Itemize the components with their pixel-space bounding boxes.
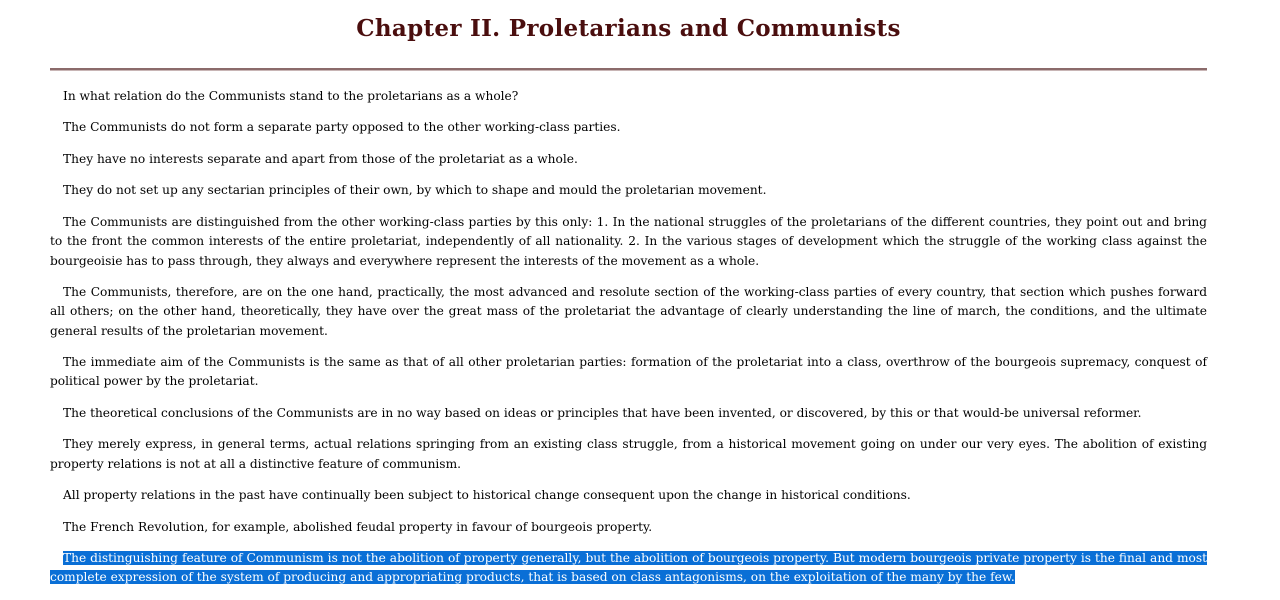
paragraph-selected[interactable] (50, 549, 1207, 588)
paragraph-text: They do not set up any sectarian principles of their own, by which to shape and mould the proletarian movement. (63, 183, 767, 198)
paragraph (50, 518, 1207, 537)
paragraph (50, 404, 1207, 423)
chapter-title: Chapter II. Proletarians and Communists (356, 15, 901, 42)
paragraph (50, 87, 1207, 106)
document-page (50, 0, 1207, 600)
paragraph (50, 150, 1207, 169)
paragraph (50, 486, 1207, 505)
paragraph (50, 435, 1207, 474)
paragraph (50, 118, 1207, 137)
paragraph-text: In what relation do the Communists stand to the proletarians as a whole? (63, 89, 519, 103)
paragraph-text: The immediate aim of the Communists is the same as that of all other proletarian parties: formation of the proletariat into a class, overthrow of the bourgeois supremacy, conquest of political power by the proletariat. (50, 355, 1207, 389)
paragraph-text: The Communists do not form a separate party opposed to the other working-class parties. (63, 120, 621, 135)
paragraph-text: The Communists, therefore, are on the one hand, practically, the most advanced and resolute section of the working-class parties of every country, that section which pushes forward all others; on the other hand, theoretically, they have over the great mass of the proletariat the advantage of clearly understanding the line of march, the conditions, and the ultimate general results of the proletarian movement. (50, 285, 1207, 338)
title-divider (50, 68, 1207, 71)
paragraph (50, 213, 1207, 271)
paragraph (50, 283, 1207, 341)
selected-text[interactable]: The distinguishing feature of Communism is not the abolition of property generally, but the abolition of bourgeois property. But modern bourgeois private property is the final and most complete expression of the system of producing and appropriating products, that is based on class antagonisms, on the exploitation of the many by the few. (50, 551, 1207, 585)
paragraph-text: The Communists are distinguished from the other working-class parties by this only: 1. In the national struggles of the proletarians of the different countries, they point out and bring to the front the common interests of the entire proletariat, independently of all nationality. 2. In the various stages of development which the struggle of the working class against the bourgeoisie has to pass through, they always and everywhere represent the interests of the movement as a whole. (50, 214, 1207, 268)
paragraph (50, 181, 1207, 200)
paragraph-text: The French Revolution, for example, abolished feudal property in favour of bourgeois property. (63, 519, 653, 534)
paragraph (50, 353, 1207, 392)
paragraph-text: All property relations in the past have continually been subject to historical change consequent upon the change in historical conditions. (63, 488, 911, 503)
paragraph-text: The theoretical conclusions of the Communists are in no way based on ideas or principles that have been invented, or discovered, by this or that would-be universal reformer. (63, 405, 1142, 420)
chapter-body (50, 87, 1207, 588)
paragraph-text: They have no interests separate and apart from those of the proletariat as a whole. (63, 151, 578, 166)
paragraph-text: They merely express, in general terms, actual relations springing from an existing class struggle, from a historical movement going on under our very eyes. The abolition of existing property relations is not at all a distinctive feature of communism. (50, 437, 1207, 471)
